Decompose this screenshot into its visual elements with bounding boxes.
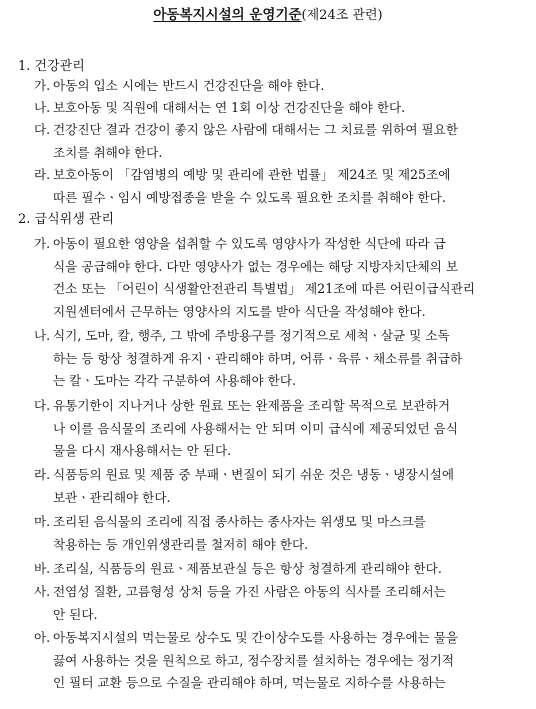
item-line: 하는 등 항상 청결하게 유지ㆍ관리해야 하며, 어류ㆍ육류ㆍ채소류를 취급하: [53, 350, 463, 366]
item-marker: 라.: [34, 167, 51, 182]
item-line: 끓여 사용하는 것을 원칙으로 하고, 정수장치를 설치하는 경우에는 정기적: [53, 652, 454, 668]
document-title: [0, 6, 536, 25]
item-marker: 가.: [34, 78, 51, 93]
item-line: 는 칼ㆍ도마는 각각 구분하여 사용해야 한다.: [53, 373, 296, 389]
section-heading-health: 1. 건강관리: [18, 59, 85, 74]
item-marker: 나.: [34, 328, 51, 343]
item-line: 인 필터 교환 등으로 수질을 관리해야 하며, 먹는물로 지하수를 사용하는: [53, 675, 446, 691]
item-line: 지원센터에서 근무하는 영양사의 지도를 받아 식단을 작성해야 한다.: [53, 303, 426, 319]
item-line: 아동의 입소 시에는 반드시 건강진단을 해야 한다.: [53, 78, 325, 93]
item-line: 건강진단 결과 건강이 좋지 않은 사람에 대해서는 그 치료를 위하여 필요한: [53, 122, 458, 137]
item-line: 물을 다시 재사용해서는 안 된다.: [53, 443, 232, 459]
item-line: 조리실, 식품등의 원료ㆍ제품보관실 등은 항상 청결하게 관리해야 한다.: [53, 561, 442, 576]
item-line: 보호아동 및 직원에 대해서는 연 1회 이상 건강진단을 해야 한다.: [53, 100, 406, 115]
title-subtitle: (제24조 관련): [301, 8, 383, 23]
item-line: 조치를 취해야 한다.: [53, 144, 163, 160]
item-line: 식기, 도마, 칼, 행주, 그 밖에 주방용구를 정기적으로 세척ㆍ살균 및 소독: [53, 328, 450, 343]
item-marker: 사.: [34, 584, 51, 599]
item-line: 아동이 필요한 영양을 섭취할 수 있도록 영양사가 작성한 식단에 따라 급: [53, 236, 446, 251]
item-marker: 가.: [34, 236, 51, 251]
item-line: 식품등의 원료 및 제품 중 부패ㆍ변질이 되기 쉬운 것은 냉동ㆍ냉장시설에: [53, 467, 454, 482]
item-line: 따른 필수ㆍ임시 예방접종을 받을 수 있도록 필요한 조치를 취해야 한다.: [53, 189, 446, 205]
item-line: 아동복지시설의 먹는물로 상수도 및 간이상수도를 사용하는 경우에는 물을: [53, 630, 459, 645]
item-marker: 다.: [34, 398, 51, 413]
item-marker: 마.: [34, 514, 51, 529]
item-line: 전염성 질환, 고름형성 상처 등을 가진 사람은 아동의 식사를 조리해서는: [53, 584, 446, 599]
title-main: 아동복지시설의 운영기준: [153, 7, 302, 23]
item-line: 착용하는 등 개인위생관리를 철저히 해야 한다.: [53, 536, 309, 552]
item-marker: 아.: [34, 630, 51, 645]
item-marker: 다.: [34, 122, 51, 137]
section-heading-meal-hygiene: 2. 급식위생 관리: [18, 212, 115, 227]
item-line: 보관ㆍ관리해야 한다.: [53, 489, 171, 505]
item-line: 나 이를 음식물의 조리에 사용해서는 안 되며 이미 급식에 제공되었던 음식: [53, 420, 458, 436]
item-line: 식을 공급해야 한다. 다만 영양사가 없는 경우에는 해당 지방자치단체의 보: [53, 258, 458, 274]
item-marker: 라.: [34, 467, 51, 482]
item-marker: 나.: [34, 100, 51, 115]
item-line: 보호아동이 「감염병의 예방 및 관리에 관한 법률」 제24조 및 제25조에: [53, 167, 451, 182]
item-line: 유통기한이 지나거나 상한 원료 또는 완제품을 조리할 목적으로 보관하거: [53, 398, 450, 413]
item-line: 조리된 음식물의 조리에 직접 종사하는 종사자는 위생모 및 마스크를: [53, 514, 426, 529]
item-marker: 바.: [34, 561, 51, 576]
item-line: 안 된다.: [53, 606, 98, 622]
item-line: 건소 또는 「어린이 식생활안전관리 특별법」 제21조에 따른 어린이급식관리: [53, 281, 476, 297]
